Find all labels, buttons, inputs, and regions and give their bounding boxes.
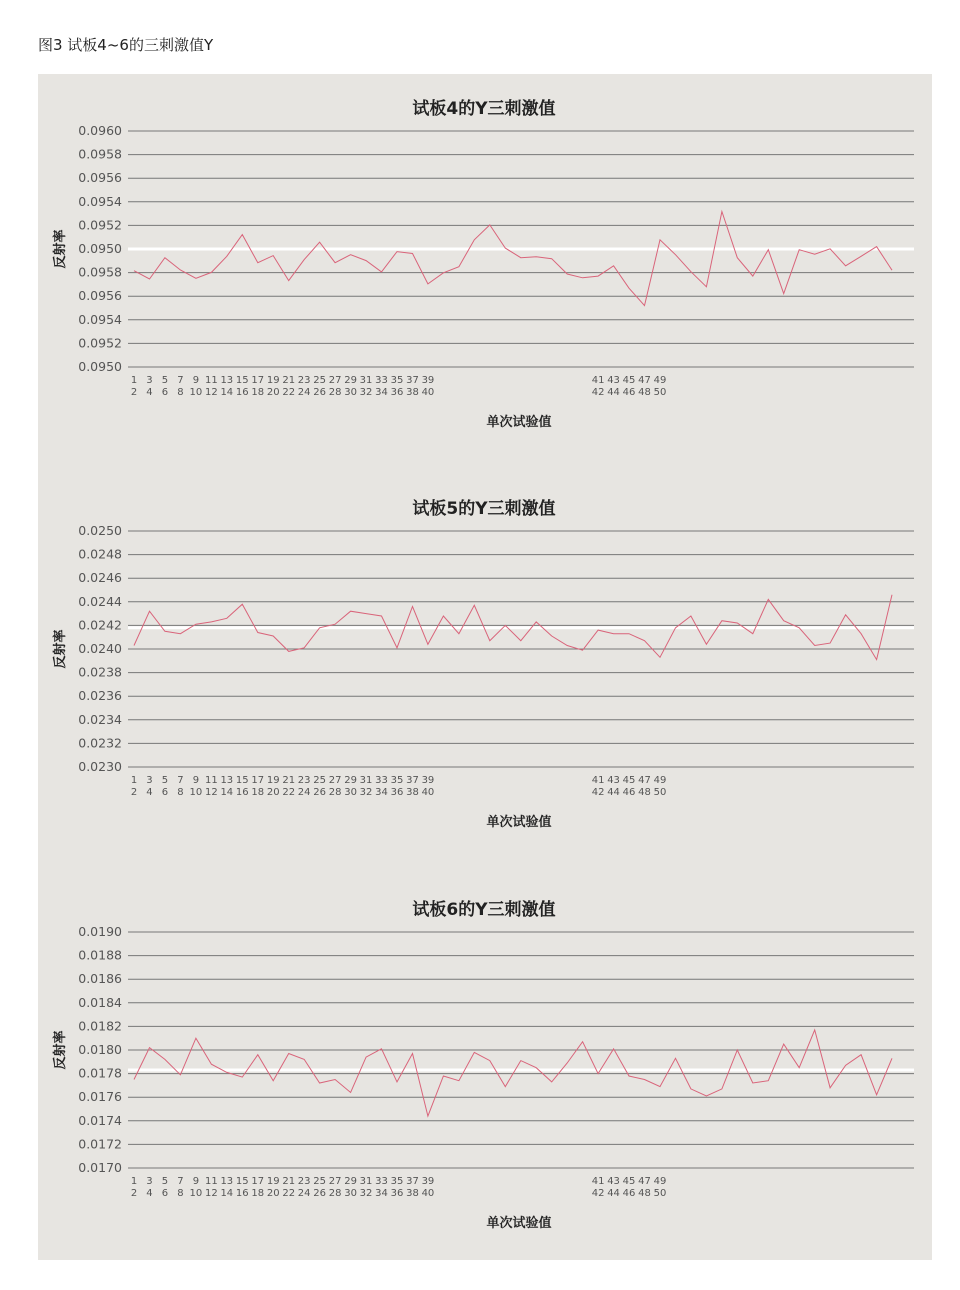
x-tick-label: 24 [297, 1188, 311, 1199]
x-tick-label: 26 [313, 787, 327, 798]
y-tick-label: 0.0184 [78, 994, 122, 1010]
x-axis-label: 单次试验值 [486, 815, 552, 830]
x-tick-label: 15 [235, 1176, 249, 1187]
x-tick-label: 41 [591, 1176, 605, 1187]
x-tick-label: 17 [251, 375, 265, 386]
x-tick-label: 13 [220, 375, 234, 386]
x-tick-label: 40 [421, 1188, 435, 1199]
x-tick-label: 34 [375, 387, 388, 398]
x-tick-label: 33 [375, 1176, 388, 1187]
x-tick-label: 29 [344, 375, 357, 386]
x-tick-label: 25 [313, 775, 327, 786]
x-tick-label: 47 [638, 1176, 651, 1187]
y-tick-label: 0.0960 [78, 123, 122, 138]
x-tick-label: 20 [266, 787, 280, 798]
x-tick-label: 50 [653, 1188, 667, 1199]
x-tick-label: 50 [653, 387, 667, 398]
y-tick-label: 0.0232 [78, 735, 122, 751]
y-tick-label: 0.0248 [78, 546, 122, 562]
x-tick-label: 39 [421, 775, 435, 786]
x-tick-label: 17 [251, 1176, 265, 1187]
x-tick-label: 20 [266, 387, 280, 398]
x-tick-label: 23 [297, 375, 311, 386]
x-tick-label: 28 [328, 387, 342, 398]
x-tick-label: 41 [591, 375, 605, 386]
x-tick-label: 8 [177, 787, 184, 798]
x-tick-label: 25 [313, 1176, 327, 1187]
y-axis-label: 反射率 [53, 629, 68, 669]
x-tick-label: 18 [251, 787, 265, 798]
x-tick-label: 30 [344, 1188, 357, 1199]
x-tick-label: 16 [235, 787, 249, 798]
x-tick-label: 10 [189, 1188, 203, 1199]
x-tick-label: 14 [220, 1188, 234, 1199]
x-tick-label: 49 [653, 375, 667, 386]
x-tick-label: 28 [328, 1188, 342, 1199]
y-tick-label: 0.0236 [78, 688, 122, 704]
y-tick-label: 0.0242 [78, 617, 122, 633]
x-tick-label: 15 [235, 775, 249, 786]
x-tick-label: 46 [622, 1188, 636, 1199]
x-tick-label: 35 [390, 1176, 404, 1187]
x-tick-label: 3 [146, 775, 153, 786]
x-tick-label: 10 [189, 387, 203, 398]
x-tick-label: 35 [390, 775, 404, 786]
x-axis-label: 单次试验值 [486, 415, 552, 430]
y-tick-label: 0.0956 [78, 288, 122, 304]
x-tick-label: 27 [328, 375, 342, 386]
x-tick-label: 38 [406, 787, 419, 798]
x-tick-label: 22 [282, 1188, 296, 1199]
x-tick-label: 40 [421, 787, 435, 798]
x-tick-label: 24 [297, 387, 311, 398]
x-tick-label: 19 [266, 375, 280, 386]
y-tick-label: 0.0240 [78, 641, 122, 656]
x-tick-label: 37 [406, 775, 419, 786]
y-tick-label: 0.0180 [78, 1042, 122, 1057]
x-tick-label: 45 [622, 375, 636, 386]
x-tick-label: 48 [638, 1188, 651, 1199]
x-tick-label: 26 [313, 387, 327, 398]
x-tick-label: 22 [282, 387, 296, 398]
x-tick-label: 11 [204, 1176, 218, 1187]
x-tick-label: 44 [607, 387, 620, 398]
x-tick-label: 44 [607, 787, 620, 798]
x-tick-label: 2 [130, 1188, 138, 1199]
x-tick-label: 41 [591, 775, 605, 786]
x-tick-label: 31 [359, 1176, 373, 1187]
x-tick-label: 6 [161, 787, 169, 798]
chart-plate-6 [38, 875, 932, 1275]
x-tick-label: 31 [359, 375, 373, 386]
y-tick-label: 0.0952 [78, 335, 122, 351]
chart-title: 试板6的Y三刺激值 [412, 900, 556, 920]
chart-panel [38, 74, 932, 1260]
x-tick-label: 45 [622, 775, 636, 786]
x-tick-label: 6 [161, 387, 169, 398]
x-tick-label: 43 [607, 1176, 620, 1187]
x-tick-label: 4 [146, 1188, 153, 1199]
x-tick-label: 8 [177, 1188, 184, 1199]
y-tick-label: 0.0172 [78, 1136, 122, 1152]
x-tick-label: 33 [375, 775, 388, 786]
x-tick-label: 28 [328, 787, 342, 798]
x-tick-label: 30 [344, 787, 357, 798]
x-tick-label: 13 [220, 775, 234, 786]
data-series-line [134, 1030, 892, 1116]
y-tick-label: 0.0178 [78, 1065, 122, 1081]
x-tick-label: 29 [344, 1176, 357, 1187]
x-tick-label: 1 [130, 775, 138, 786]
x-tick-label: 35 [390, 375, 404, 386]
x-tick-label: 39 [421, 1176, 435, 1187]
x-tick-label: 31 [359, 775, 373, 786]
x-tick-label: 9 [192, 375, 200, 386]
y-tick-label: 0.0244 [78, 593, 122, 609]
x-tick-label: 32 [359, 787, 373, 798]
y-tick-label: 0.0952 [78, 217, 122, 233]
x-tick-label: 4 [146, 387, 153, 398]
x-tick-label: 9 [192, 1176, 200, 1187]
y-tick-label: 0.0246 [78, 570, 122, 586]
x-tick-label: 26 [313, 1188, 327, 1199]
x-tick-label: 38 [406, 387, 419, 398]
x-tick-label: 13 [220, 1176, 234, 1187]
y-tick-label: 0.0250 [78, 523, 122, 538]
x-tick-label: 47 [638, 375, 651, 386]
y-tick-label: 0.0174 [78, 1112, 122, 1128]
x-tick-label: 7 [177, 775, 184, 786]
y-tick-label: 0.0188 [78, 947, 122, 963]
x-tick-label: 39 [421, 375, 435, 386]
x-tick-label: 43 [607, 775, 620, 786]
x-tick-label: 37 [406, 1176, 419, 1187]
x-tick-label: 20 [266, 1188, 280, 1199]
y-tick-label: 0.0182 [78, 1018, 122, 1034]
x-tick-label: 11 [204, 375, 218, 386]
x-tick-label: 32 [359, 1188, 373, 1199]
x-tick-label: 42 [591, 1188, 605, 1199]
x-tick-label: 27 [328, 1176, 342, 1187]
x-tick-label: 34 [375, 1188, 388, 1199]
x-tick-label: 38 [406, 1188, 419, 1199]
x-tick-label: 7 [177, 1176, 184, 1187]
x-tick-label: 36 [390, 787, 404, 798]
figure-caption: 图3 试板4~6的三刺激值Y [38, 36, 214, 54]
x-tick-label: 21 [282, 375, 296, 386]
x-tick-label: 22 [282, 787, 296, 798]
y-tick-label: 0.0954 [78, 311, 122, 327]
x-tick-label: 14 [220, 787, 234, 798]
x-tick-label: 30 [344, 387, 357, 398]
y-tick-label: 0.0950 [78, 359, 122, 374]
x-tick-label: 32 [359, 387, 373, 398]
x-tick-label: 27 [328, 775, 342, 786]
x-tick-label: 25 [313, 375, 327, 386]
x-tick-label: 33 [375, 375, 388, 386]
x-tick-label: 12 [204, 787, 218, 798]
x-tick-label: 2 [130, 387, 138, 398]
x-tick-label: 19 [266, 1176, 280, 1187]
y-tick-label: 0.0238 [78, 664, 122, 680]
x-tick-label: 12 [204, 1188, 218, 1199]
chart-plate-5 [38, 474, 932, 874]
x-tick-label: 8 [177, 387, 184, 398]
x-tick-label: 48 [638, 387, 651, 398]
x-tick-label: 12 [204, 387, 218, 398]
x-tick-label: 21 [282, 1176, 296, 1187]
x-tick-label: 45 [622, 1176, 636, 1187]
x-tick-label: 5 [161, 775, 169, 786]
y-tick-label: 0.0190 [78, 924, 122, 939]
y-tick-label: 0.0234 [78, 711, 122, 727]
y-tick-label: 0.0950 [78, 241, 122, 256]
y-tick-label: 0.0958 [78, 264, 122, 280]
x-tick-label: 48 [638, 787, 651, 798]
x-tick-label: 11 [204, 775, 218, 786]
chart-title: 试板5的Y三刺激值 [412, 499, 556, 519]
x-tick-label: 16 [235, 1188, 249, 1199]
x-tick-label: 44 [607, 1188, 620, 1199]
x-tick-label: 7 [177, 375, 184, 386]
chart-plate-4 [38, 74, 932, 474]
x-tick-label: 29 [344, 775, 357, 786]
x-tick-label: 40 [421, 387, 435, 398]
x-axis-label: 单次试验值 [486, 1216, 552, 1231]
y-axis-label: 反射率 [53, 229, 68, 269]
y-tick-label: 0.0954 [78, 193, 122, 209]
x-tick-label: 6 [161, 1188, 169, 1199]
y-tick-label: 0.0186 [78, 971, 122, 987]
x-tick-label: 46 [622, 387, 636, 398]
x-tick-label: 24 [297, 787, 311, 798]
x-tick-label: 21 [282, 775, 296, 786]
x-tick-label: 42 [591, 787, 605, 798]
chart-title: 试板4的Y三刺激值 [412, 99, 556, 119]
x-tick-label: 17 [251, 775, 265, 786]
y-axis-label: 反射率 [53, 1030, 68, 1070]
x-tick-label: 9 [192, 775, 200, 786]
x-tick-label: 34 [375, 787, 388, 798]
x-tick-label: 2 [130, 787, 138, 798]
x-tick-label: 50 [653, 787, 667, 798]
x-tick-label: 14 [220, 387, 234, 398]
x-tick-label: 43 [607, 375, 620, 386]
x-tick-label: 49 [653, 775, 667, 786]
y-tick-label: 0.0956 [78, 170, 122, 186]
x-tick-label: 49 [653, 1176, 667, 1187]
y-tick-label: 0.0230 [78, 759, 122, 774]
x-tick-label: 36 [390, 1188, 404, 1199]
x-tick-label: 3 [146, 375, 153, 386]
x-tick-label: 16 [235, 387, 249, 398]
x-tick-label: 4 [146, 787, 153, 798]
y-tick-label: 0.0176 [78, 1089, 122, 1105]
x-tick-label: 36 [390, 387, 404, 398]
y-tick-label: 0.0958 [78, 146, 122, 162]
x-tick-label: 46 [622, 787, 636, 798]
x-tick-label: 1 [130, 1176, 138, 1187]
x-tick-label: 5 [161, 375, 169, 386]
x-tick-label: 42 [591, 387, 605, 398]
x-tick-label: 23 [297, 775, 311, 786]
x-tick-label: 47 [638, 775, 651, 786]
x-tick-label: 18 [251, 387, 265, 398]
x-tick-label: 23 [297, 1176, 311, 1187]
x-tick-label: 3 [146, 1176, 153, 1187]
y-tick-label: 0.0170 [78, 1160, 122, 1175]
x-tick-label: 5 [161, 1176, 169, 1187]
x-tick-label: 10 [189, 787, 203, 798]
x-tick-label: 15 [235, 375, 249, 386]
x-tick-label: 18 [251, 1188, 265, 1199]
x-tick-label: 1 [130, 375, 138, 386]
x-tick-label: 19 [266, 775, 280, 786]
x-tick-label: 37 [406, 375, 419, 386]
